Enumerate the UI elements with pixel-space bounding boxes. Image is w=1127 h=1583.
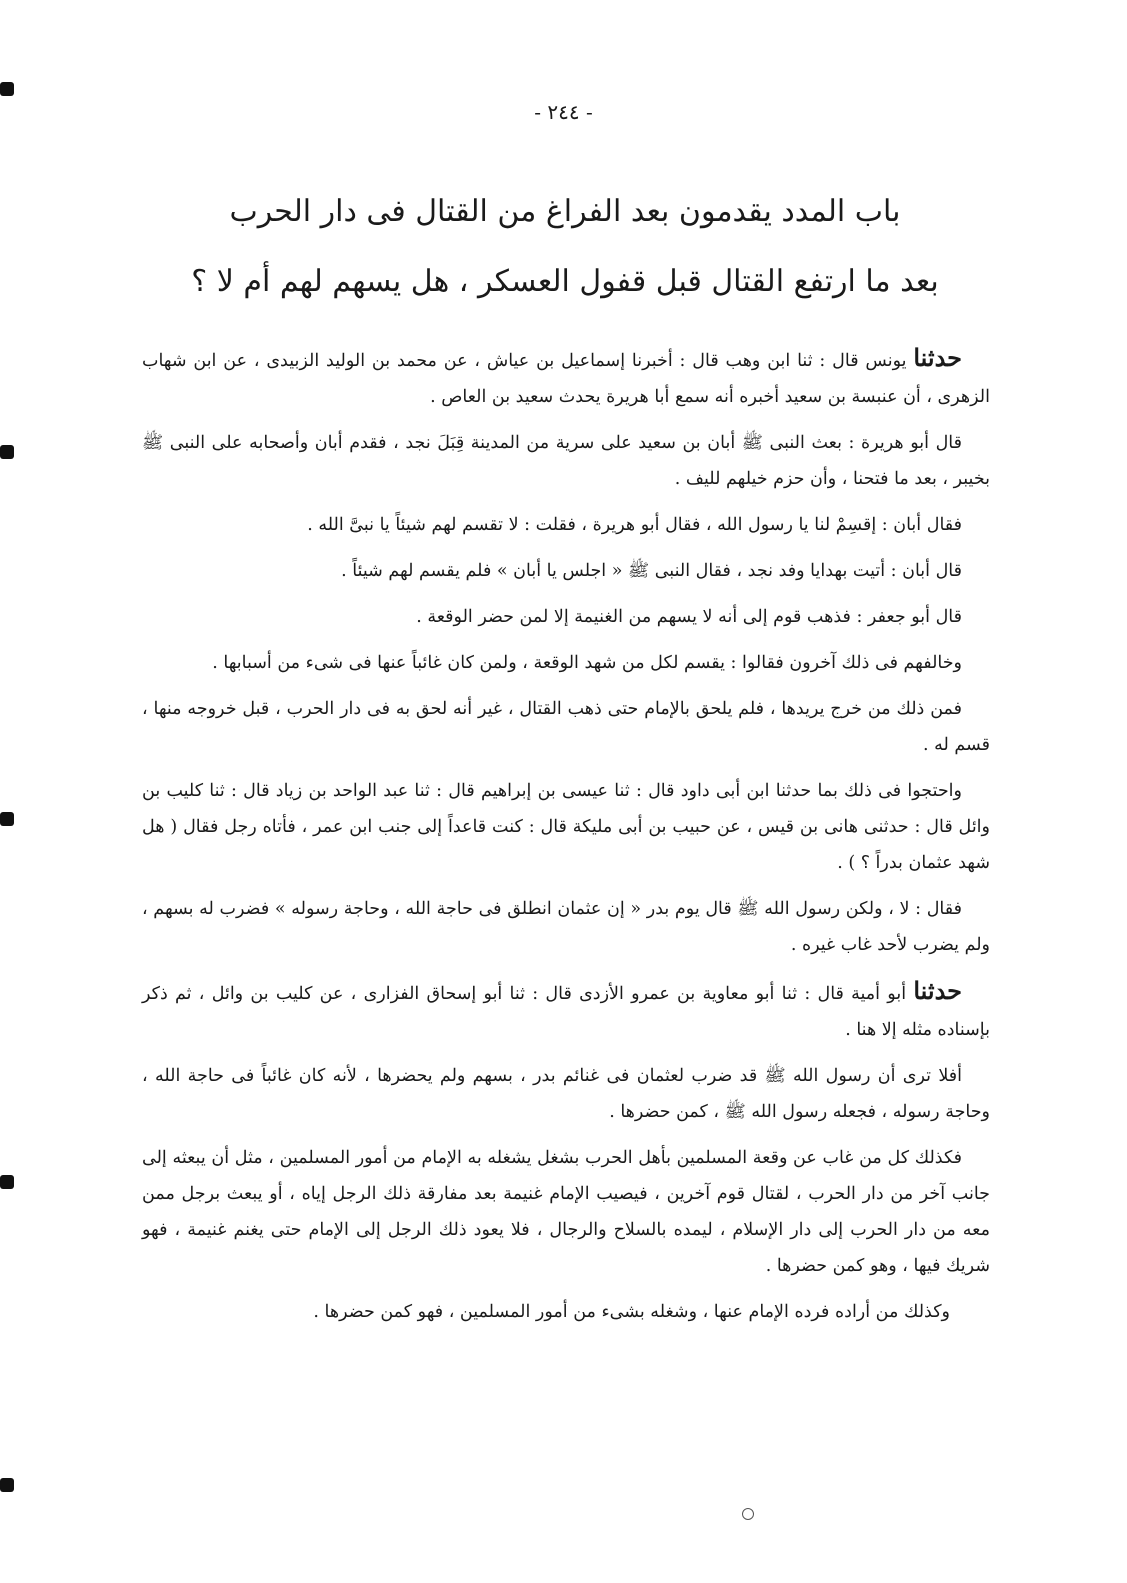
- paragraph-text: قال أبان : أتيت بهدايا وفد نجد ، فقال النبى ﷺ « اجلس يا أبان » فلم يقسم لهم شيئاً .: [341, 561, 962, 581]
- paragraph-text: فقال أبان : إقسِمْ لنا يا رسول الله ، فقال أبو هريرة ، فقلت : لا تقسم لهم شيئاً يا نبىَّ الله .: [307, 515, 962, 535]
- chapter-title-line-2: بعد ما ارتفع القتال قبل قفول العسكر ، هل يسهم لهم أم لا ؟: [191, 264, 939, 299]
- paragraph-text: فقال : لا ، ولكن رسول الله ﷺ قال يوم بدر « إن عثمان انطلق فى حاجة الله ، وحاجة رسوله » فضرب له بسهم ، ولم يضرب لأحد غاب غيره .: [142, 899, 990, 955]
- hadith-lead-word: حدثنا: [913, 343, 962, 372]
- paragraph: [142, 507, 990, 543]
- paragraph: [142, 553, 990, 589]
- paragraph: [142, 1294, 990, 1330]
- hadith-lead-word: حدثنا: [913, 976, 962, 1005]
- paragraph-text: واحتجوا فى ذلك بما حدثنا ابن أبى داود قال : ثنا عيسى بن إبراهيم قال : ثنا عبد الواحد بن زياد قال : ثنا كليب بن وائل قال : حدثنى هانى بن قيس ، عن حبيب بن أبى مليكة قال : كنت قاعداً إلى جنب ابن عمر ، فأتاه رجل فقال ( هل شهد عثمان بدراً ؟ ) .: [142, 781, 990, 873]
- body-text: [142, 340, 990, 1340]
- paragraph: [142, 340, 990, 415]
- chapter-title-line-1: باب المدد يقدمون بعد الفراغ من القتال فى دار الحرب: [229, 194, 901, 229]
- paragraph: [142, 1058, 990, 1130]
- margin-mark: [0, 82, 14, 96]
- margin-mark: [0, 1478, 14, 1492]
- paragraph: [142, 599, 990, 635]
- paragraph-text: يونس قال : ثنا ابن وهب قال : أخبرنا إسماعيل بن عياش ، عن محمد بن الوليد الزبيدى ، عن ابن شهاب الزهرى ، أن عنبسة بن سعيد أخبره أنه سمع أبا هريرة يحدث سعيد بن العاص .: [142, 351, 990, 407]
- paragraph-text: فكذلك كل من غاب عن وقعة المسلمين بأهل الحرب بشغل يشغله به الإمام من أمور المسلمين ، مثل أن يبعثه إلى جانب آخر من دار الحرب ، لقتال قوم آخرين ، فيصيب الإمام غنيمة بعد مفارقة ذلك الرجل إياه ، أو يبعث برجل ممن معه من دار الحرب إلى دار الإسلام ، ليمده بالسلاح والرجال ، فلا يعود ذلك الرجل إلى الإمام حتى يغنم غنيمة ، فهو شريك فيها ، وهو كمن حضرها .: [142, 1148, 990, 1276]
- paragraph: [142, 691, 990, 763]
- paragraph-text: وخالفهم فى ذلك آخرون فقالوا : يقسم لكل من شهد الوقعة ، ولمن كان غائباً عنها فى شىء من أسبابها .: [212, 653, 962, 673]
- paragraph: [142, 891, 990, 963]
- paragraph-text: قال أبو هريرة : بعث النبى ﷺ أبان بن سعيد على سرية من المدينة قِبَلَ نجد ، فقدم أبان وأصحابه على النبى ﷺ بخيبر ، بعد ما فتحنا ، وأن حزم خيلهم لليف .: [142, 433, 990, 489]
- paragraph-text: فمن ذلك من خرج يريدها ، فلم يلحق بالإمام حتى ذهب القتال ، غير أنه لحق به فى دار الحرب ، قبل خروجه منها ، قسم له .: [142, 699, 990, 755]
- paragraph-text: أفلا ترى أن رسول الله ﷺ قد ضرب لعثمان فى غنائم بدر ، بسهم ولم يحضرها ، لأنه كان غائباً فى حاجة الله ، وحاجة رسوله ، فجعله رسول الله ﷺ ، كمن حضرها .: [142, 1066, 990, 1122]
- page-number: - ٢٤٤ -: [534, 100, 593, 124]
- paragraph: [142, 973, 990, 1048]
- ornament-mark: [742, 1508, 754, 1520]
- margin-mark: [0, 445, 14, 459]
- paragraph-text: وكذلك من أراده فرده الإمام عنها ، وشغله بشىء من أمور المسلمين ، فهو كمن حضرها .: [313, 1302, 950, 1322]
- paragraph: [142, 645, 990, 681]
- paragraph: [142, 773, 990, 881]
- paragraph: [142, 425, 990, 497]
- paragraph: [142, 1140, 990, 1284]
- margin-mark: [0, 1175, 14, 1189]
- margin-mark: [0, 812, 14, 826]
- paragraph-text: قال أبو جعفر : فذهب قوم إلى أنه لا يسهم من الغنيمة إلا لمن حضر الوقعة .: [416, 607, 962, 627]
- paragraph-text: أبو أمية قال : ثنا أبو معاوية بن عمرو الأزدى قال : ثنا أبو إسحاق الفزارى ، عن كليب بن وائل ، ثم ذكر بإسناده مثله إلا هنا .: [142, 984, 990, 1040]
